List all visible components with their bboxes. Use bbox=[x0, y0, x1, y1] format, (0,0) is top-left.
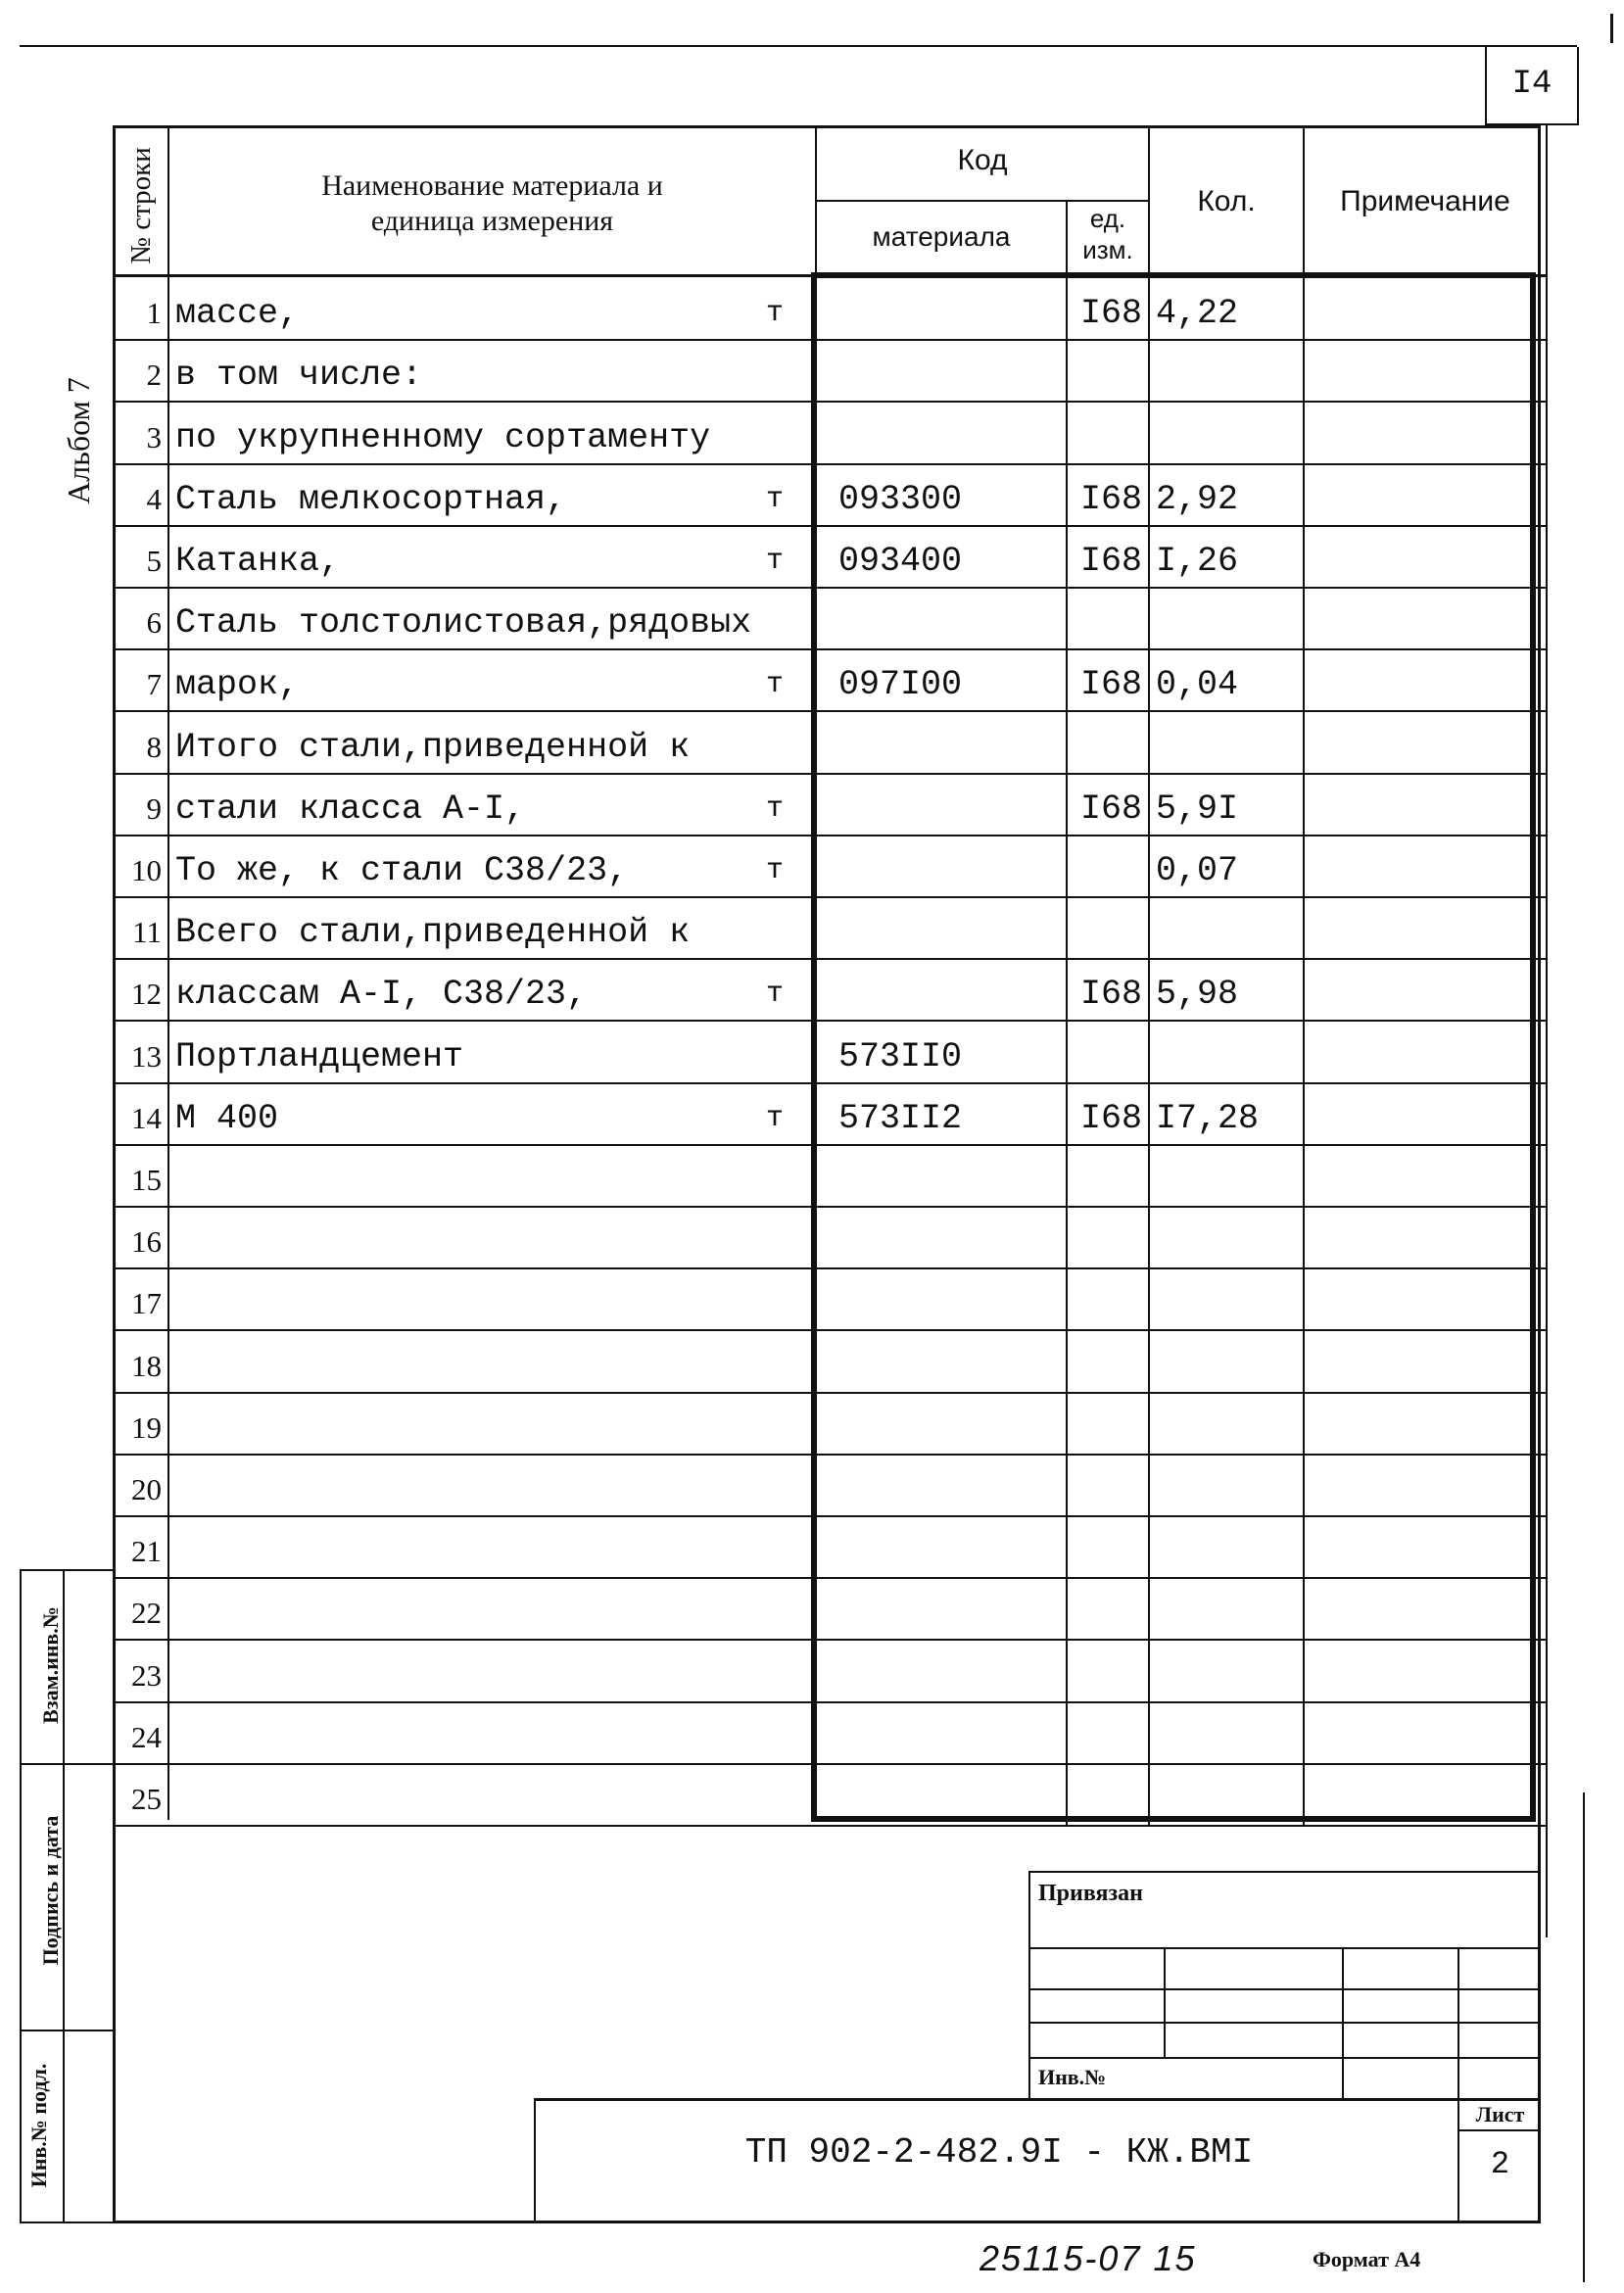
header-unit-1: ед. bbox=[1089, 204, 1126, 233]
stamp-rule-1 bbox=[1028, 1947, 1541, 1949]
podpis-label: Подпись и дата bbox=[38, 1815, 63, 1966]
header-qty: Кол. bbox=[1197, 185, 1256, 217]
row-number: 15 bbox=[131, 1163, 162, 1197]
header-note: Примечание bbox=[1340, 185, 1510, 217]
row-unit-code: I68 bbox=[1079, 788, 1142, 829]
row-code: 573II0 bbox=[838, 1036, 963, 1076]
row-rule bbox=[113, 896, 1546, 898]
stamp-rule-3 bbox=[1028, 2022, 1541, 2024]
stamp-vline-2 bbox=[1342, 1947, 1344, 2098]
sheet-corner-number: I4 bbox=[1511, 66, 1552, 103]
col-line-unit-body bbox=[1066, 277, 1068, 1825]
row-number: 25 bbox=[131, 1782, 162, 1816]
vzam-label: Взам.инв.№ bbox=[38, 1606, 63, 1724]
row-unit-code: I68 bbox=[1079, 1098, 1142, 1138]
row-number: 20 bbox=[131, 1472, 162, 1506]
row-unit-letter: т bbox=[766, 297, 785, 331]
right-edge-mark bbox=[1610, 14, 1613, 43]
right-edge-mark-2 bbox=[1583, 1792, 1585, 2282]
row-unit-code: I68 bbox=[1079, 479, 1142, 519]
top-rule bbox=[20, 45, 1577, 47]
row-rule bbox=[113, 587, 1546, 589]
row-name: Сталь мелкосортная, bbox=[175, 479, 567, 519]
inv-podl-label: Инв.№ подл. bbox=[26, 2063, 51, 2188]
stamp-rule-4 bbox=[1028, 2057, 1541, 2059]
row-rule bbox=[113, 1144, 1546, 1146]
row-unit-letter: т bbox=[766, 978, 785, 1012]
row-code: 093400 bbox=[838, 542, 963, 581]
footer-format: Формат А4 bbox=[1313, 2247, 1421, 2271]
row-number: 23 bbox=[131, 1657, 162, 1693]
row-number: 3 bbox=[146, 419, 162, 454]
row-rule bbox=[113, 1763, 1546, 1765]
row-rule bbox=[113, 401, 1546, 403]
row-unit-letter: т bbox=[766, 668, 785, 702]
row-number: 22 bbox=[131, 1596, 162, 1631]
row-number: 18 bbox=[131, 1348, 162, 1383]
stamp-list-label: Лист bbox=[1475, 2102, 1525, 2126]
row-rule bbox=[113, 773, 1546, 775]
row-number: 10 bbox=[131, 853, 162, 887]
row-unit-letter: т bbox=[766, 545, 785, 578]
row-qty: 4,22 bbox=[1156, 294, 1239, 334]
row-name: по укрупненному сортаменту bbox=[175, 417, 711, 457]
row-number: 13 bbox=[131, 1038, 162, 1074]
stamp-vline-1 bbox=[1164, 1947, 1166, 2057]
row-rule bbox=[113, 835, 1546, 836]
row-unit-letter: т bbox=[766, 854, 785, 887]
stamp-inv-no: Инв.№ bbox=[1038, 2065, 1107, 2089]
col-line-note-body bbox=[1303, 277, 1305, 1825]
row-unit-code: I68 bbox=[1079, 294, 1142, 334]
header-unit-2: изм. bbox=[1082, 235, 1133, 264]
header-name-1: Наименование материала и bbox=[321, 169, 663, 202]
row-rule bbox=[113, 525, 1546, 527]
row-unit-letter: т bbox=[766, 1101, 785, 1135]
row-name: марок, bbox=[175, 665, 300, 705]
row-qty: 0,07 bbox=[1156, 851, 1239, 890]
row-unit-code: I68 bbox=[1079, 542, 1142, 581]
col-line-qty-body bbox=[1148, 277, 1150, 1825]
row-rule bbox=[113, 1454, 1546, 1456]
row-name: стали класса А-I, bbox=[175, 788, 526, 829]
row-rule bbox=[113, 648, 1546, 650]
row-name: Сталь толстолистовая,рядовых bbox=[175, 603, 752, 644]
frame-right-double bbox=[1546, 125, 1548, 1937]
row-number: 12 bbox=[131, 977, 162, 1012]
row-number: 5 bbox=[146, 544, 162, 578]
header-name-2: единица измерения bbox=[370, 205, 614, 237]
row-number: 1 bbox=[146, 296, 162, 331]
row-rule bbox=[113, 1329, 1546, 1331]
row-unit-code: I68 bbox=[1079, 975, 1142, 1015]
row-name: в том числе: bbox=[175, 356, 423, 396]
row-rule bbox=[113, 1515, 1546, 1517]
row-rule bbox=[113, 1082, 1546, 1084]
row-number: 11 bbox=[132, 915, 162, 950]
row-number: 21 bbox=[131, 1534, 162, 1569]
stamp-doc-code: ТП 902-2-482.9I - КЖ.ВМI bbox=[744, 2132, 1254, 2173]
row-rule bbox=[113, 1020, 1546, 1022]
stamp-list-rule bbox=[1457, 2129, 1541, 2131]
row-qty: I,26 bbox=[1156, 542, 1239, 581]
row-name: Итого стали,приведенной к bbox=[175, 727, 691, 767]
row-rule bbox=[113, 710, 1546, 712]
stamp-rule-2 bbox=[1028, 1988, 1541, 1990]
row-unit-letter: т bbox=[766, 482, 785, 516]
header-row-no: № строки bbox=[125, 147, 157, 264]
row-qty: 2,92 bbox=[1156, 479, 1239, 519]
row-number: 8 bbox=[146, 729, 162, 764]
row-rule bbox=[113, 339, 1546, 341]
row-number: 7 bbox=[146, 667, 162, 702]
row-rule bbox=[113, 1267, 1546, 1269]
row-qty: 0,04 bbox=[1156, 665, 1239, 705]
row-unit-code: I68 bbox=[1079, 665, 1142, 705]
row-name: массе, bbox=[175, 294, 300, 334]
col-line-rowno bbox=[167, 125, 169, 1820]
row-qty: 5,98 bbox=[1156, 975, 1239, 1015]
row-name: Катанка, bbox=[175, 542, 341, 581]
header-material: материала bbox=[872, 221, 1011, 252]
row-rule bbox=[113, 1639, 1546, 1641]
row-number: 6 bbox=[146, 605, 162, 641]
stamp-list-value: 2 bbox=[1490, 2146, 1510, 2182]
row-name: Всего стали,приведенной к bbox=[175, 913, 691, 953]
row-rule bbox=[113, 1392, 1546, 1394]
row-name: М 400 bbox=[175, 1098, 279, 1138]
stamp-privyazan: Привязан bbox=[1038, 1881, 1143, 1906]
row-rule bbox=[113, 958, 1546, 960]
row-unit-letter: т bbox=[766, 791, 785, 826]
row-name: Портландцемент bbox=[175, 1036, 464, 1076]
row-qty: I7,28 bbox=[1156, 1098, 1260, 1138]
row-number: 4 bbox=[146, 481, 162, 516]
row-number: 24 bbox=[131, 1719, 162, 1754]
row-name: классам А-I, С38/23, bbox=[175, 975, 588, 1015]
row-rule bbox=[113, 1825, 1546, 1827]
row-code: 093300 bbox=[838, 479, 963, 519]
row-code: 097I00 bbox=[838, 665, 963, 705]
margin-strip-sep1 bbox=[20, 1763, 115, 1765]
row-number: 16 bbox=[131, 1224, 162, 1260]
code-sub-rule bbox=[815, 200, 1150, 202]
row-number: 9 bbox=[146, 790, 162, 826]
album-label: Альбом 7 bbox=[61, 377, 96, 504]
row-number: 17 bbox=[131, 1286, 162, 1321]
row-code: 573II2 bbox=[838, 1098, 963, 1138]
row-rule bbox=[113, 1206, 1546, 1208]
row-number: 14 bbox=[131, 1100, 162, 1135]
row-qty: 5,9I bbox=[1156, 788, 1239, 829]
header-code: Код bbox=[957, 144, 1008, 176]
row-number: 2 bbox=[146, 358, 162, 393]
footer-handwritten: 25115-07 15 bbox=[979, 2238, 1197, 2278]
row-rule bbox=[113, 1701, 1546, 1703]
row-name: То же, к стали С38/23, bbox=[175, 851, 629, 890]
row-rule bbox=[113, 1577, 1546, 1579]
row-rule bbox=[113, 463, 1546, 465]
row-number: 19 bbox=[131, 1409, 162, 1445]
